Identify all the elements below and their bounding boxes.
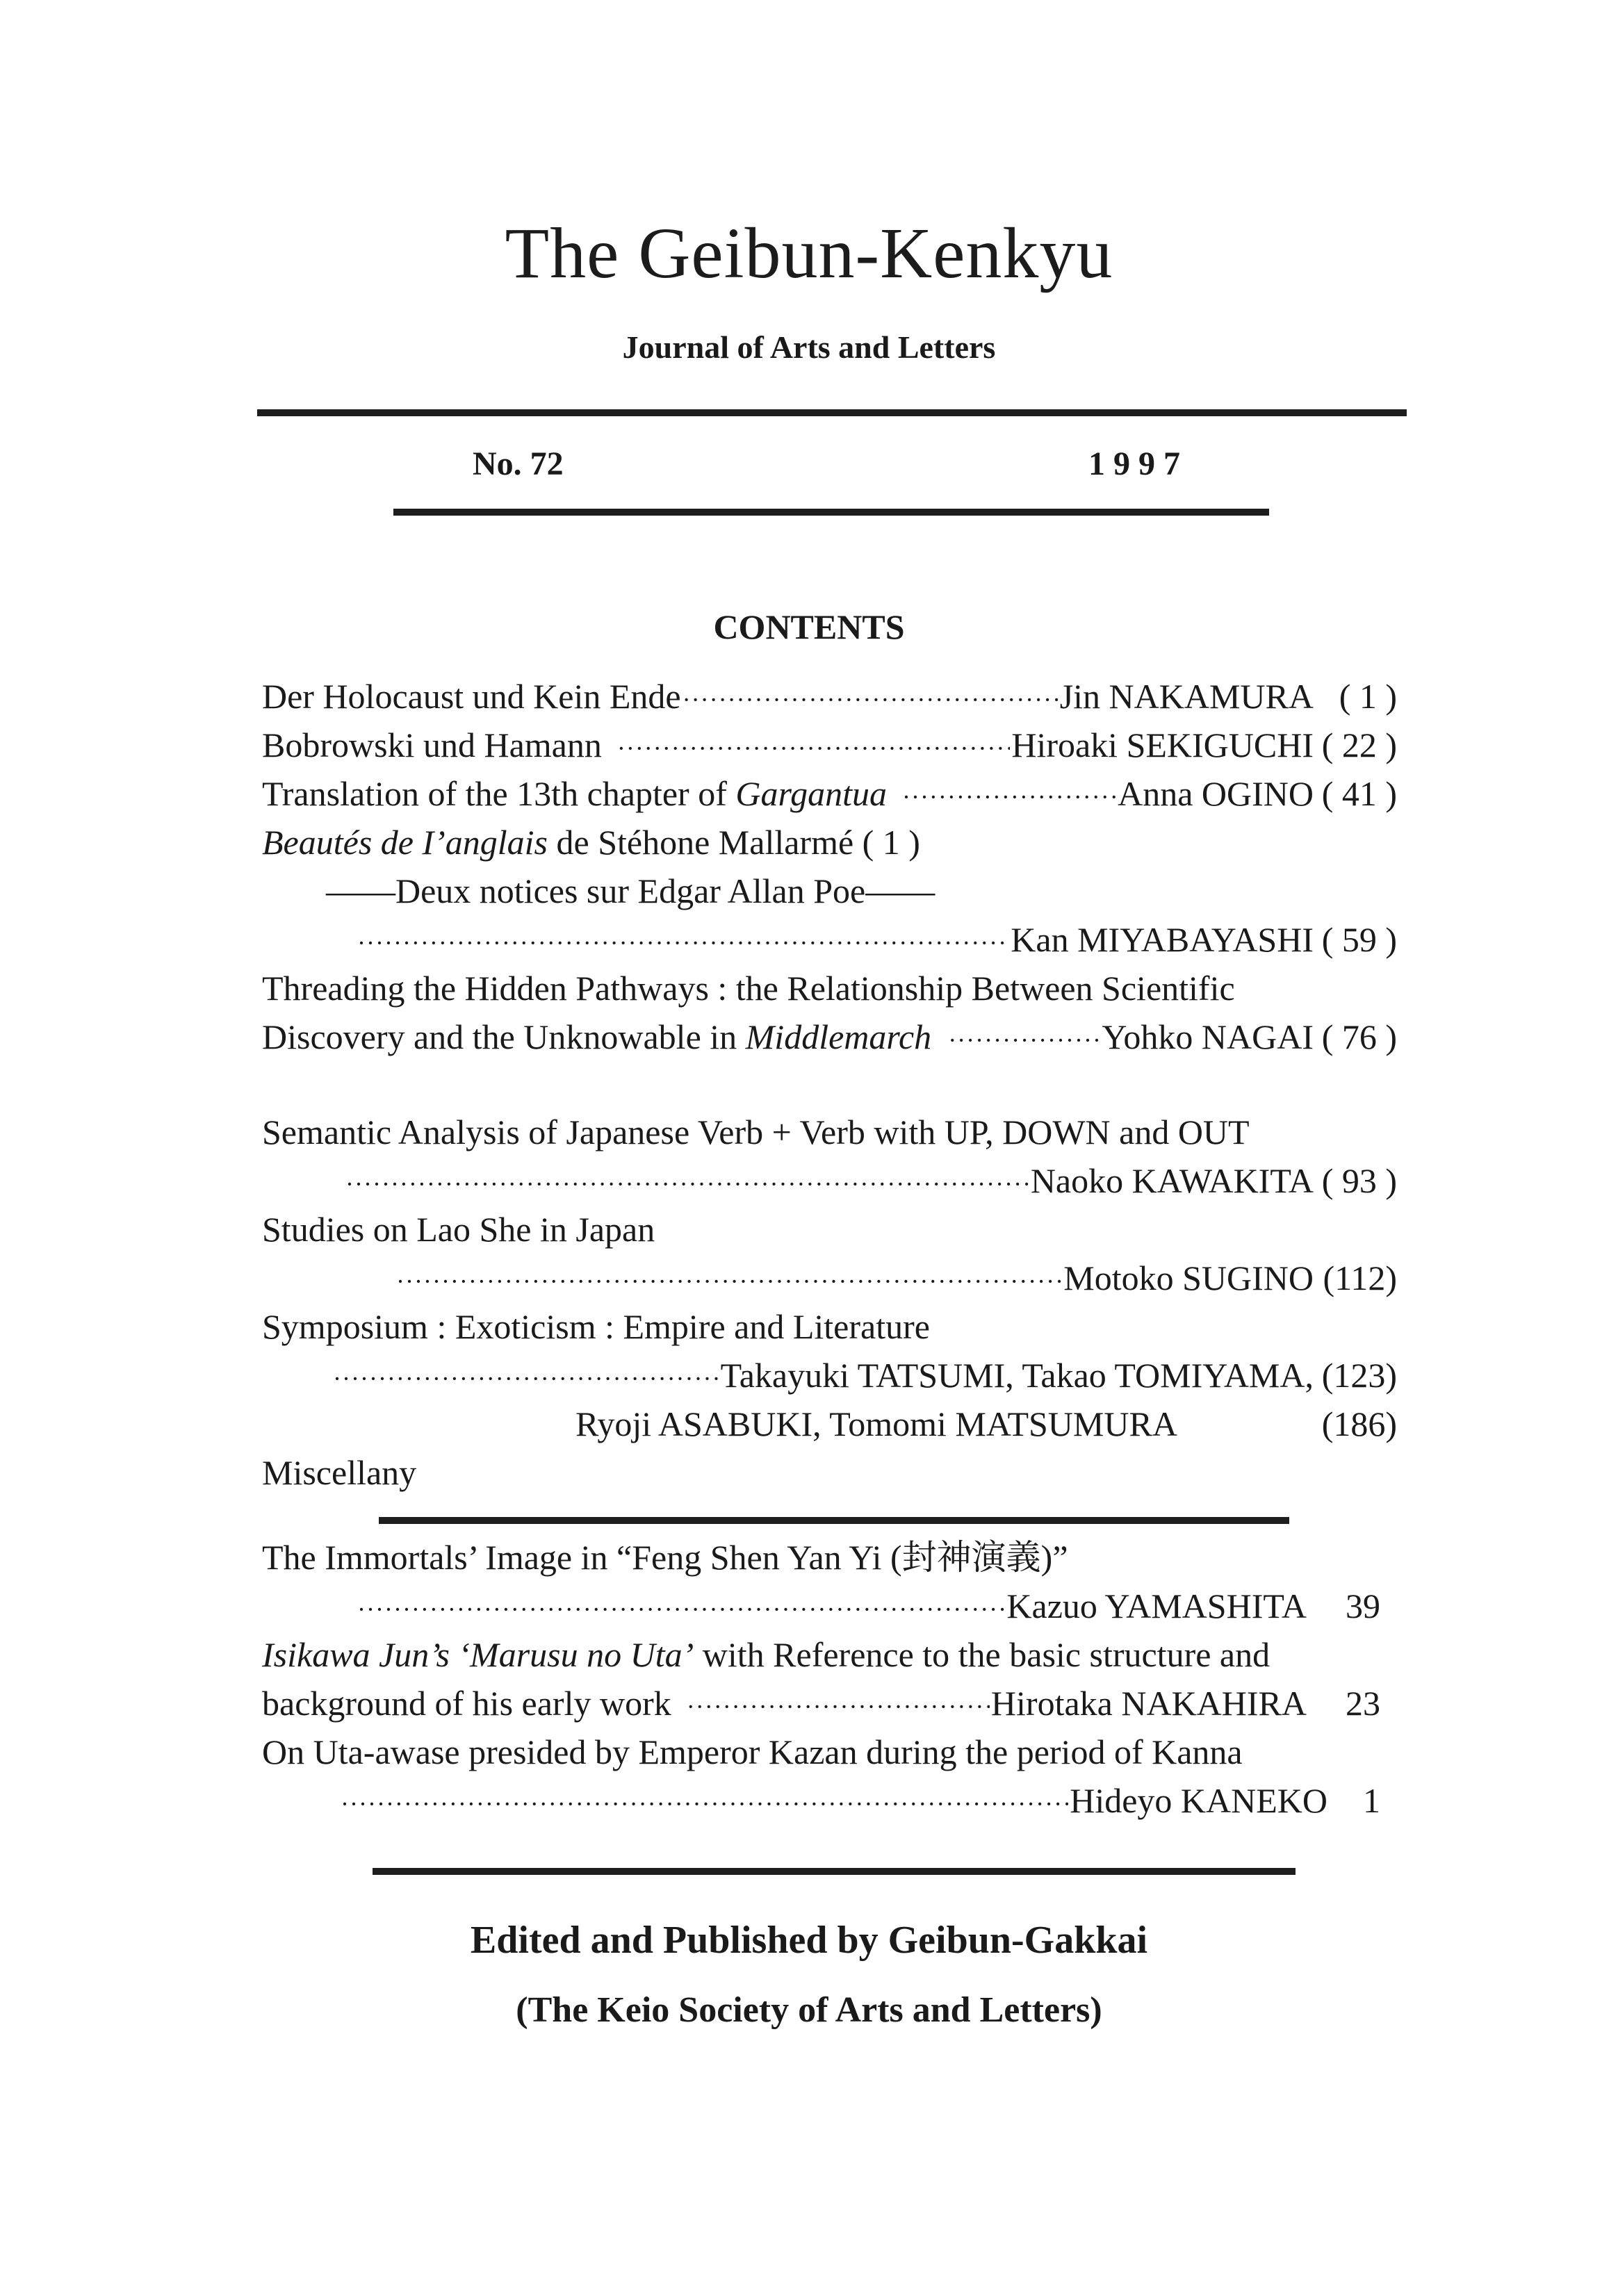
toc-entry[interactable] <box>262 725 1397 764</box>
entry-page: ( 41 ) <box>1321 774 1397 813</box>
entry-page: 23 <box>1346 1684 1380 1723</box>
entry-title <box>262 1017 931 1056</box>
entry-title-italic: Isikawa Jun’s ‘Marusu no Uta’ <box>262 1635 694 1674</box>
issue-year: 1997 <box>1088 445 1188 482</box>
toc-entry[interactable] <box>262 1684 1397 1723</box>
entry-author: Yohko NAGAI <box>1102 1017 1314 1056</box>
entry-title-italic: Gargantua <box>735 774 887 813</box>
toc-entry[interactable] <box>356 1586 1397 1625</box>
entry-title[interactable]: Symposium : Exoticism : Empire and Literature <box>262 1307 930 1346</box>
entry-title-text: with Reference to the basic structure and <box>694 1635 1270 1674</box>
publisher-line: Edited and Published by Geibun-Gakkai <box>470 1919 1148 1962</box>
dot-leader <box>948 1021 1100 1060</box>
entry-author: Hirotaka NAKAHIRA <box>990 1684 1307 1723</box>
toc-entry[interactable] <box>395 1258 1397 1297</box>
entry-title[interactable] <box>262 823 920 862</box>
entry-author: Takayuki TATSUMI, Takao TOMIYAMA, <box>720 1356 1314 1395</box>
entry-author: Ryoji ASABUKI, Tomomi MATSUMURA <box>575 1404 1177 1443</box>
dot-leader <box>341 1785 1068 1823</box>
dot-leader <box>617 729 1010 768</box>
dot-leader <box>902 778 1116 817</box>
entry-title[interactable]: Semantic Analysis of Japanese Verb + Verb with UP, DOWN and OUT <box>262 1113 1250 1151</box>
dot-leader <box>683 680 1059 719</box>
entry-title[interactable]: Threading the Hidden Pathways : the Relationship Between Scientific <box>262 969 1235 1008</box>
journal-title: The Geibun-Kenkyu <box>505 213 1113 293</box>
entry-subtitle: ——Deux notices sur Edgar Allan Poe—— <box>326 871 935 910</box>
dot-leader <box>396 1262 1062 1301</box>
toc-entry[interactable] <box>262 677 1397 716</box>
entry-title: Der Holocaust und Kein Ende <box>262 677 681 716</box>
toc-entry[interactable] <box>262 774 1397 813</box>
toc-entry[interactable] <box>356 920 1397 959</box>
entry-title-italic: Beautés de I’anglais <box>262 823 548 862</box>
entry-page: (186) <box>1321 1404 1397 1443</box>
entry-author: Naoko KAWAKITA <box>1030 1161 1314 1200</box>
footer-rule <box>373 1868 1296 1875</box>
entry-title-text: de Stéhone Mallarmé ( 1 ) <box>548 823 920 862</box>
dot-leader <box>357 1590 1005 1629</box>
entry-page: ( 59 ) <box>1321 920 1397 959</box>
entry-author: Jin NAKAMURA <box>1059 677 1314 716</box>
society-line: (The Keio Society of Arts and Letters) <box>516 1990 1102 2030</box>
entry-page: ( 93 ) <box>1321 1161 1397 1200</box>
entry-title[interactable]: On Uta-awase presided by Emperor Kazan during the period of Kanna <box>262 1732 1243 1771</box>
entry-title: background of his early work <box>262 1684 671 1723</box>
entry-title[interactable]: Studies on Lao She in Japan <box>262 1210 655 1249</box>
entry-page: ( 76 ) <box>1321 1017 1397 1056</box>
entry-title[interactable] <box>262 1635 1409 1674</box>
contents-heading: CONTENTS <box>713 607 905 646</box>
dot-leader <box>357 924 1009 962</box>
entry-author: Hiroaki SEKIGUCHI <box>1011 725 1314 764</box>
top-rule <box>257 409 1407 416</box>
toc-entry[interactable] <box>344 1161 1397 1200</box>
entry-page: 39 <box>1346 1586 1380 1625</box>
journal-subtitle: Journal of Arts and Letters <box>622 329 996 365</box>
dot-leader <box>333 1359 719 1398</box>
entry-title-text: Translation of the 13th chapter of <box>262 774 736 813</box>
dot-leader <box>687 1687 990 1726</box>
entry-page: ( 1 ) <box>1339 677 1397 716</box>
toc-entry[interactable] <box>262 1017 1397 1056</box>
toc-entry[interactable] <box>332 1356 1397 1395</box>
dot-leader <box>345 1165 1029 1204</box>
entry-page: 1 <box>1363 1781 1380 1820</box>
toc-entry-continued[interactable] <box>575 1404 1397 1443</box>
entry-title-italic: Middlemarch <box>745 1017 932 1056</box>
issue-number: No. 72 <box>473 445 564 482</box>
entry-page: ( 22 ) <box>1321 725 1397 764</box>
entry-author: Kan MIYABAYASHI <box>1011 920 1314 959</box>
toc-entry[interactable] <box>339 1781 1397 1820</box>
entry-author: Kazuo YAMASHITA <box>1006 1586 1307 1625</box>
entry-title: Bobrowski und Hamann <box>262 725 602 764</box>
entry-title <box>262 774 887 813</box>
entry-title[interactable]: The Immortals’ Image in “Feng Shen Yan Yi (封神演義)” <box>262 1538 1068 1577</box>
entry-author: Hideyo KANEKO <box>1070 1781 1327 1820</box>
entry-author: Anna OGINO <box>1118 774 1314 813</box>
miscellany-label: Miscellany <box>262 1453 417 1492</box>
entry-page: (112) <box>1323 1258 1397 1297</box>
issue-rule <box>393 509 1269 516</box>
miscellany-rule <box>379 1517 1289 1524</box>
entry-author: Motoko SUGINO <box>1063 1258 1314 1297</box>
entry-title-text: Discovery and the Unknowable in <box>262 1017 746 1056</box>
entry-page: (123) <box>1321 1356 1397 1395</box>
